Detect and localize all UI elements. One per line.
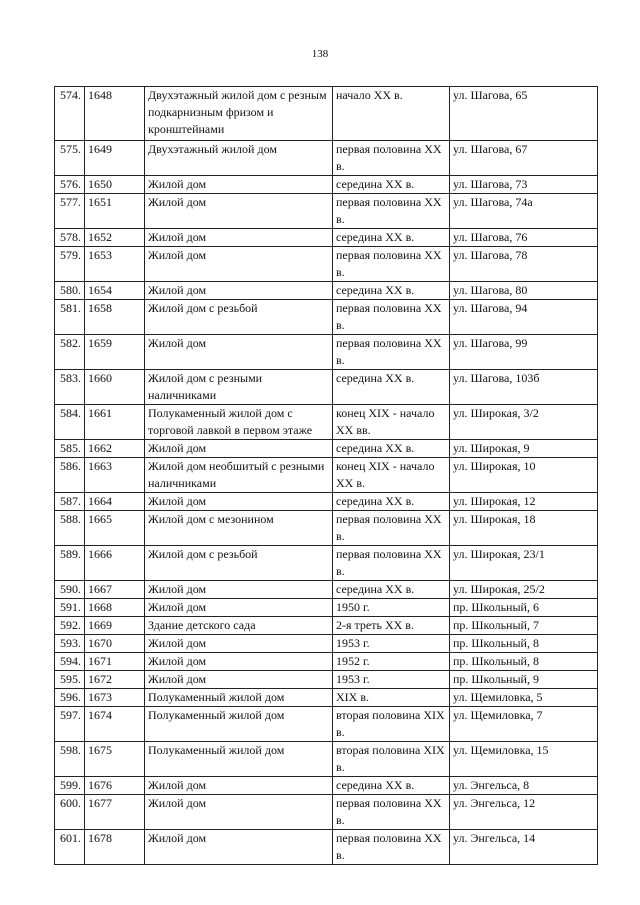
object-name-cell: Жилой дом: [145, 671, 333, 689]
object-code-cell: 1678: [85, 830, 145, 865]
object-name-cell: Полукаменный жилой дом: [145, 742, 333, 777]
page-number: 138: [311, 48, 329, 60]
dating-cell: 1952 г.: [333, 653, 450, 671]
table-row: [55, 229, 598, 247]
address-cell: ул. Шагова, 65: [450, 87, 598, 141]
row-number-cell: 591.: [55, 599, 85, 617]
address-cell: ул. Шагова, 76: [450, 229, 598, 247]
object-code-cell: 1648: [85, 87, 145, 141]
table-body: [55, 87, 598, 865]
row-number-cell: 599.: [55, 777, 85, 795]
table-row: [55, 335, 598, 370]
row-number-cell: 588.: [55, 511, 85, 546]
table-row: [55, 511, 598, 546]
object-name-cell: Жилой дом: [145, 830, 333, 865]
table-row: [55, 599, 598, 617]
table-row: [55, 617, 598, 635]
address-cell: ул. Щемиловка, 5: [450, 689, 598, 707]
table-row: [55, 87, 598, 141]
object-name-cell: Жилой дом с резными наличниками: [145, 370, 333, 405]
object-name-cell: Жилой дом: [145, 599, 333, 617]
dating-cell: первая половина XX в.: [333, 194, 450, 229]
address-cell: ул. Шагова, 94: [450, 300, 598, 335]
object-name-cell: Жилой дом: [145, 795, 333, 830]
object-name-cell: Жилой дом: [145, 493, 333, 511]
dating-cell: первая половина XX в.: [333, 511, 450, 546]
dating-cell: середина XX в.: [333, 229, 450, 247]
dating-cell: первая половина XX в.: [333, 335, 450, 370]
table-row: [55, 493, 598, 511]
object-name-cell: Жилой дом: [145, 653, 333, 671]
object-name-cell: Полукаменный жилой дом: [145, 707, 333, 742]
dating-cell: вторая половина XIX в.: [333, 742, 450, 777]
address-cell: ул. Широкая, 9: [450, 440, 598, 458]
object-name-cell: Жилой дом: [145, 229, 333, 247]
address-cell: пр. Школьный, 8: [450, 653, 598, 671]
address-cell: ул. Щемиловка, 7: [450, 707, 598, 742]
row-number-cell: 598.: [55, 742, 85, 777]
object-name-cell: Жилой дом: [145, 247, 333, 282]
row-number-cell: 576.: [55, 176, 85, 194]
object-code-cell: 1667: [85, 581, 145, 599]
dating-cell: середина XX в.: [333, 370, 450, 405]
table-row: [55, 440, 598, 458]
object-name-cell: Жилой дом: [145, 581, 333, 599]
object-name-cell: Двухэтажный жилой дом с резным подкарнизным фризом и кронштейнами: [145, 87, 333, 141]
object-code-cell: 1671: [85, 653, 145, 671]
address-cell: ул. Энгельса, 12: [450, 795, 598, 830]
table-row: [55, 795, 598, 830]
row-number-cell: 595.: [55, 671, 85, 689]
table-row: [55, 653, 598, 671]
object-code-cell: 1659: [85, 335, 145, 370]
heritage-registry-table: [54, 86, 598, 865]
row-number-cell: 586.: [55, 458, 85, 493]
row-number-cell: 582.: [55, 335, 85, 370]
address-cell: ул. Шагова, 74а: [450, 194, 598, 229]
table-row: [55, 176, 598, 194]
object-code-cell: 1670: [85, 635, 145, 653]
row-number-cell: 578.: [55, 229, 85, 247]
object-code-cell: 1676: [85, 777, 145, 795]
table-row: [55, 300, 598, 335]
row-number-cell: 593.: [55, 635, 85, 653]
address-cell: ул. Энгельса, 8: [450, 777, 598, 795]
row-number-cell: 589.: [55, 546, 85, 581]
object-code-cell: 1654: [85, 282, 145, 300]
object-name-cell: Жилой дом необшитый с резными наличниками: [145, 458, 333, 493]
object-code-cell: 1661: [85, 405, 145, 440]
object-code-cell: 1665: [85, 511, 145, 546]
address-cell: ул. Энгельса, 14: [450, 830, 598, 865]
dating-cell: середина XX в.: [333, 440, 450, 458]
row-number-cell: 580.: [55, 282, 85, 300]
row-number-cell: 592.: [55, 617, 85, 635]
object-name-cell: Жилой дом: [145, 194, 333, 229]
table-row: [55, 405, 598, 440]
dating-cell: первая половина XX в.: [333, 300, 450, 335]
row-number-cell: 596.: [55, 689, 85, 707]
object-name-cell: Жилой дом с мезонином: [145, 511, 333, 546]
row-number-cell: 579.: [55, 247, 85, 282]
object-code-cell: 1649: [85, 141, 145, 176]
dating-cell: середина XX в.: [333, 581, 450, 599]
address-cell: пр. Школьный, 8: [450, 635, 598, 653]
object-code-cell: 1651: [85, 194, 145, 229]
dating-cell: конец XIX - начало XX вв.: [333, 405, 450, 440]
address-cell: ул. Щемиловка, 15: [450, 742, 598, 777]
address-cell: пр. Школьный, 7: [450, 617, 598, 635]
object-code-cell: 1662: [85, 440, 145, 458]
object-name-cell: Жилой дом: [145, 282, 333, 300]
dating-cell: первая половина XX в.: [333, 247, 450, 282]
address-cell: ул. Шагова, 67: [450, 141, 598, 176]
object-code-cell: 1650: [85, 176, 145, 194]
dating-cell: первая половина XX в.: [333, 546, 450, 581]
dating-cell: 1953 г.: [333, 671, 450, 689]
table-row: [55, 671, 598, 689]
address-cell: пр. Школьный, 9: [450, 671, 598, 689]
object-code-cell: 1669: [85, 617, 145, 635]
row-number-cell: 583.: [55, 370, 85, 405]
object-name-cell: Жилой дом с резьбой: [145, 546, 333, 581]
object-code-cell: 1664: [85, 493, 145, 511]
address-cell: ул. Широкая, 10: [450, 458, 598, 493]
object-code-cell: 1668: [85, 599, 145, 617]
dating-cell: начало XX в.: [333, 87, 450, 141]
dating-cell: 2-я треть XX в.: [333, 617, 450, 635]
object-name-cell: Жилой дом: [145, 440, 333, 458]
table-row: [55, 247, 598, 282]
row-number-cell: 594.: [55, 653, 85, 671]
dating-cell: первая половина XX в.: [333, 830, 450, 865]
address-cell: ул. Шагова, 99: [450, 335, 598, 370]
table-row: [55, 194, 598, 229]
object-name-cell: Полукаменный жилой дом: [145, 689, 333, 707]
object-name-cell: Жилой дом: [145, 176, 333, 194]
address-cell: ул. Шагова, 80: [450, 282, 598, 300]
object-code-cell: 1672: [85, 671, 145, 689]
dating-cell: середина XX в.: [333, 777, 450, 795]
table-row: [55, 141, 598, 176]
row-number-cell: 581.: [55, 300, 85, 335]
table-row: [55, 635, 598, 653]
dating-cell: вторая половина XIX в.: [333, 707, 450, 742]
dating-cell: 1950 г.: [333, 599, 450, 617]
object-code-cell: 1666: [85, 546, 145, 581]
row-number-cell: 600.: [55, 795, 85, 830]
table-row: [55, 707, 598, 742]
row-number-cell: 587.: [55, 493, 85, 511]
table-row: [55, 777, 598, 795]
row-number-cell: 574.: [55, 87, 85, 141]
object-code-cell: 1660: [85, 370, 145, 405]
object-name-cell: Полукаменный жилой дом с торговой лавкой в первом этаже: [145, 405, 333, 440]
table-row: [55, 458, 598, 493]
object-code-cell: 1652: [85, 229, 145, 247]
address-cell: ул. Шагова, 73: [450, 176, 598, 194]
row-number-cell: 590.: [55, 581, 85, 599]
dating-cell: 1953 г.: [333, 635, 450, 653]
table-row: [55, 689, 598, 707]
row-number-cell: 601.: [55, 830, 85, 865]
object-code-cell: 1663: [85, 458, 145, 493]
dating-cell: середина XX в.: [333, 176, 450, 194]
address-cell: ул. Широкая, 3/2: [450, 405, 598, 440]
dating-cell: середина XX в.: [333, 282, 450, 300]
table-row: [55, 282, 598, 300]
dating-cell: середина XX в.: [333, 493, 450, 511]
table-row: [55, 742, 598, 777]
dating-cell: конец XIX - начало XX в.: [333, 458, 450, 493]
table-row: [55, 370, 598, 405]
address-cell: пр. Школьный, 6: [450, 599, 598, 617]
object-code-cell: 1675: [85, 742, 145, 777]
object-code-cell: 1653: [85, 247, 145, 282]
table-row: [55, 581, 598, 599]
table-row: [55, 546, 598, 581]
object-name-cell: Двухэтажный жилой дом: [145, 141, 333, 176]
address-cell: ул. Шагова, 78: [450, 247, 598, 282]
address-cell: ул. Шагова, 103б: [450, 370, 598, 405]
object-name-cell: Жилой дом: [145, 777, 333, 795]
address-cell: ул. Широкая, 18: [450, 511, 598, 546]
address-cell: ул. Широкая, 12: [450, 493, 598, 511]
object-name-cell: Жилой дом с резьбой: [145, 300, 333, 335]
row-number-cell: 575.: [55, 141, 85, 176]
object-code-cell: 1677: [85, 795, 145, 830]
row-number-cell: 585.: [55, 440, 85, 458]
address-cell: ул. Широкая, 23/1: [450, 546, 598, 581]
object-code-cell: 1658: [85, 300, 145, 335]
dating-cell: XIX в.: [333, 689, 450, 707]
row-number-cell: 584.: [55, 405, 85, 440]
address-cell: ул. Широкая, 25/2: [450, 581, 598, 599]
object-name-cell: Здание детского сада: [145, 617, 333, 635]
row-number-cell: 577.: [55, 194, 85, 229]
object-code-cell: 1674: [85, 707, 145, 742]
dating-cell: первая половина XX в.: [333, 795, 450, 830]
object-name-cell: Жилой дом: [145, 635, 333, 653]
row-number-cell: 597.: [55, 707, 85, 742]
object-name-cell: Жилой дом: [145, 335, 333, 370]
object-code-cell: 1673: [85, 689, 145, 707]
dating-cell: первая половина XX в.: [333, 141, 450, 176]
table-row: [55, 830, 598, 865]
